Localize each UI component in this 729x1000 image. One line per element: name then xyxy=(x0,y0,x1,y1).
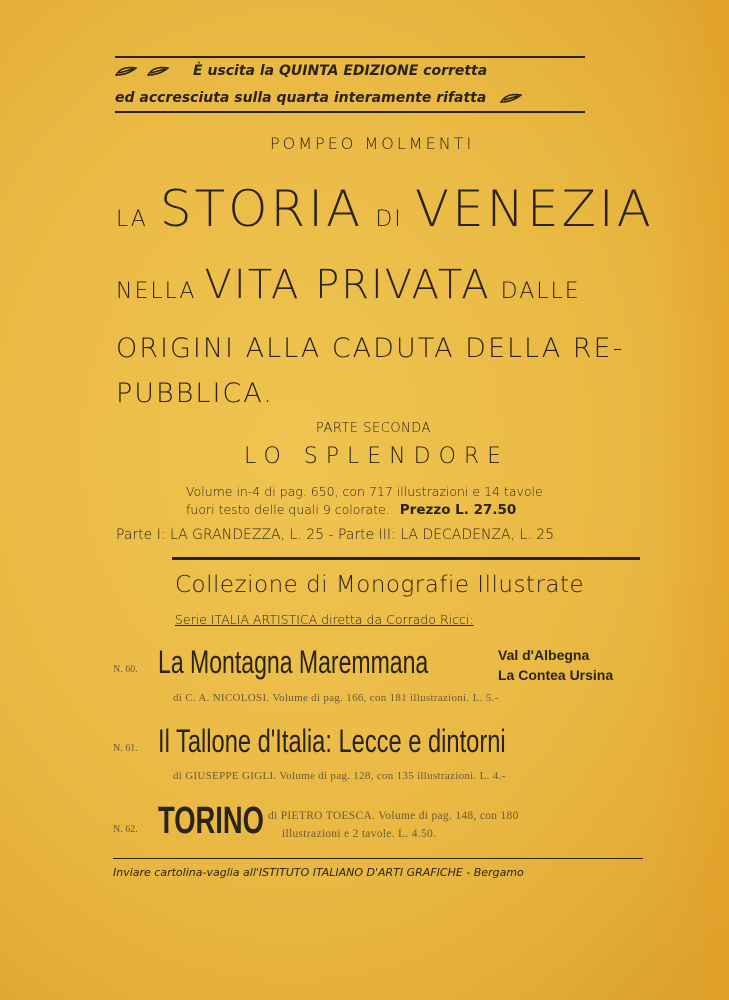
header-bottom-rule xyxy=(115,111,585,113)
leaf-ornament-icon xyxy=(500,93,522,103)
author-name: POMPEO MOLMENTI xyxy=(270,134,475,153)
part-description-2: fuori testo delle quali 9 colorate. Prezzo L. 27.50 xyxy=(186,502,517,518)
book-title-62: TORINO xyxy=(158,800,264,842)
footer-rule xyxy=(113,858,643,859)
book-number-60: N. 60. xyxy=(113,664,138,675)
title-line-2: NELLA VITA PRIVATA DALLE xyxy=(116,262,581,308)
title-line-1: LA STORIA DI VENEZIA xyxy=(116,180,654,238)
top-rule xyxy=(115,56,585,58)
part-label: PARTE SECONDA xyxy=(316,421,431,436)
header-line-2: ed accresciuta sulla quarta interamente rifatta xyxy=(115,90,532,106)
footer-note: Inviare cartolina-vaglia all'ISTITUTO ITALIANO D'ARTI GRAFICHE - Bergamo xyxy=(113,866,524,879)
price-label: Prezzo L. 27.50 xyxy=(399,502,517,518)
book-detail-61: di GIUSEPPE GIGLI. Volume di pag. 128, con 135 illustrazioni. L. 4.- xyxy=(173,770,506,782)
book-title-61: Il Tallone d'Italia: Lecce e dintorni xyxy=(158,723,506,759)
book-detail-60: di C. A. NICOLOSI. Volume di pag. 166, con 181 illustrazioni. L. 5.- xyxy=(173,692,499,704)
book-detail-62-line2: illustrazioni e 2 tavole. L. 4.50. xyxy=(282,828,437,840)
leaf-ornament-icon xyxy=(115,66,137,76)
part-name: LO SPLENDORE xyxy=(244,444,510,469)
book-number-62: N. 62. xyxy=(113,824,138,835)
leaf-ornament-icon xyxy=(147,66,169,76)
book-subtitle-60-line2: La Contea Ursina xyxy=(498,667,614,683)
part-description-1: Volume in-4 di pag. 650, con 717 illustrazioni e 14 tavole xyxy=(186,484,543,499)
middle-rule xyxy=(172,557,640,560)
title-line-3: ORIGINI ALLA CADUTA DELLA RE- xyxy=(116,333,625,364)
book-detail-62-line1: di PIETRO TOESCA. Volume di pag. 148, con 180 xyxy=(268,810,519,822)
header-line-1: È uscita la QUINTA EDIZIONE corretta xyxy=(115,63,487,79)
series-label: Serie ITALIA ARTISTICA diretta da Corrado Ricci: xyxy=(175,612,474,627)
book-title-60: La Montagna Maremmana xyxy=(158,644,429,680)
collection-title: Collezione di Monografie Illustrate xyxy=(175,572,585,598)
book-number-61: N. 61. xyxy=(113,743,138,754)
other-parts: Parte I: LA GRANDEZZA, L. 25 - Parte III: LA DECADENZA, L. 25 xyxy=(116,527,555,543)
book-subtitle-60-line1: Val d'Albegna xyxy=(498,647,590,663)
title-line-4: PUBBLICA. xyxy=(116,378,274,409)
